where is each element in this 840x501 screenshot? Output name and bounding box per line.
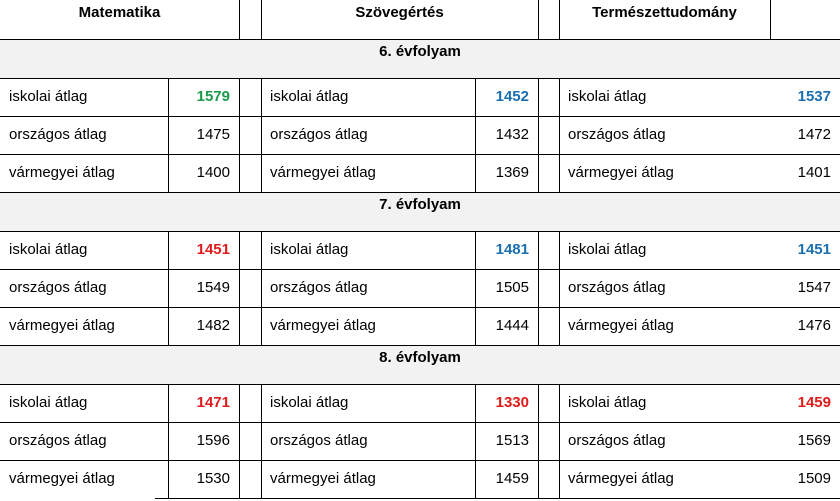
column-divider	[261, 79, 262, 193]
grade-title-6: 6. évfolyam	[379, 43, 461, 60]
header-divider	[261, 0, 262, 40]
row-label: iskolai átlag	[9, 88, 88, 105]
score-value: 1401	[797, 164, 831, 181]
score-value: 1369	[495, 164, 529, 181]
column-divider	[168, 79, 169, 193]
row-label: országos átlag	[9, 279, 107, 296]
row-label: iskolai átlag	[270, 394, 349, 411]
score-value: 1459	[495, 470, 529, 487]
grade-title-7: 7. évfolyam	[379, 196, 461, 213]
score-value: 1476	[797, 317, 831, 334]
header-divider	[538, 0, 539, 40]
row-divider	[0, 422, 840, 423]
header-divider	[559, 0, 560, 40]
header-divider	[770, 0, 771, 40]
column-divider	[475, 232, 476, 346]
header-termeszettudomany: Természettudomány	[592, 4, 737, 21]
column-divider	[475, 385, 476, 499]
score-value: 1569	[797, 432, 831, 449]
column-divider	[261, 232, 262, 346]
column-divider	[538, 385, 539, 499]
score-value: 1596	[196, 432, 230, 449]
score-value: 1537	[797, 88, 831, 105]
score-value: 1547	[797, 279, 831, 296]
column-divider	[559, 232, 560, 346]
column-divider	[559, 385, 560, 499]
score-value: 1330	[495, 394, 529, 411]
column-divider	[475, 79, 476, 193]
row-divider	[0, 116, 840, 117]
header-divider	[239, 0, 240, 40]
score-value: 1481	[495, 241, 529, 258]
column-divider	[239, 232, 240, 346]
row-label: vármegyei átlag	[568, 164, 674, 181]
score-value: 1432	[495, 126, 529, 143]
score-value: 1400	[196, 164, 230, 181]
row-label: vármegyei átlag	[9, 317, 115, 334]
grade-title-8: 8. évfolyam	[379, 349, 461, 366]
column-divider	[168, 385, 169, 499]
row-label: vármegyei átlag	[568, 317, 674, 334]
row-label: vármegyei átlag	[270, 470, 376, 487]
row-label: vármegyei átlag	[568, 470, 674, 487]
column-divider	[261, 385, 262, 499]
score-value: 1482	[196, 317, 230, 334]
row-divider	[0, 269, 840, 270]
column-divider	[239, 79, 240, 193]
score-value: 1444	[495, 317, 529, 334]
row-label: vármegyei átlag	[270, 164, 376, 181]
row-divider	[0, 307, 840, 308]
row-label: iskolai átlag	[270, 88, 349, 105]
row-divider	[0, 154, 840, 155]
row-label: országos átlag	[270, 432, 368, 449]
score-value: 1452	[495, 88, 529, 105]
row-divider	[0, 460, 840, 461]
row-label: országos átlag	[9, 126, 107, 143]
score-value: 1549	[196, 279, 230, 296]
score-value: 1513	[495, 432, 529, 449]
score-value: 1505	[495, 279, 529, 296]
header-szovegertes: Szövegértés	[355, 4, 444, 21]
row-label: országos átlag	[9, 432, 107, 449]
row-label: vármegyei átlag	[9, 470, 115, 487]
header-matematika: Matematika	[78, 4, 161, 21]
column-divider	[168, 232, 169, 346]
row-label: országos átlag	[270, 279, 368, 296]
row-label: országos átlag	[270, 126, 368, 143]
row-label: országos átlag	[568, 126, 666, 143]
score-value: 1509	[797, 470, 831, 487]
score-value: 1530	[196, 470, 230, 487]
column-divider	[538, 232, 539, 346]
score-value: 1459	[797, 394, 831, 411]
score-value: 1451	[196, 241, 230, 258]
column-divider	[538, 79, 539, 193]
score-value: 1451	[797, 241, 831, 258]
row-label: vármegyei átlag	[270, 317, 376, 334]
row-label: iskolai átlag	[9, 241, 88, 258]
column-divider	[559, 79, 560, 193]
row-label: vármegyei átlag	[9, 164, 115, 181]
row-label: iskolai átlag	[270, 241, 349, 258]
score-value: 1472	[797, 126, 831, 143]
score-value: 1579	[196, 88, 230, 105]
row-label: iskolai átlag	[568, 241, 647, 258]
score-value: 1471	[196, 394, 230, 411]
bottom-border	[155, 498, 840, 499]
row-label: országos átlag	[568, 432, 666, 449]
column-divider	[239, 385, 240, 499]
row-label: országos átlag	[568, 279, 666, 296]
row-label: iskolai átlag	[568, 88, 647, 105]
row-label: iskolai átlag	[568, 394, 647, 411]
score-value: 1475	[196, 126, 230, 143]
row-label: iskolai átlag	[9, 394, 88, 411]
